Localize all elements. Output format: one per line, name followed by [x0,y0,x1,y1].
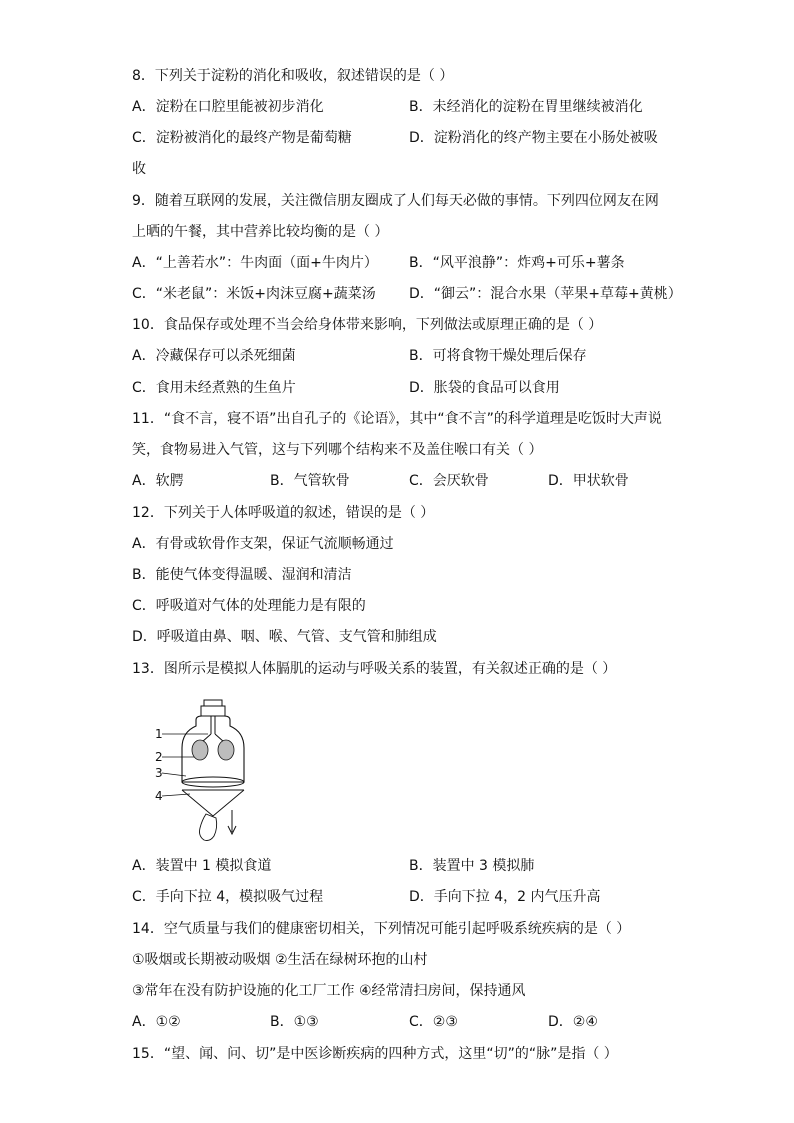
q9-option-d: D．“御云”：混合水果（苹果+草莓+黄桃） [409,286,682,302]
stopper-top [204,700,222,706]
q9-option-c: C．“米老鼠”：米饭+肉沫豆腐+蔬菜汤 [132,286,376,302]
q12-option-a: A．有骨或软骨作支架，保证气流顺畅通过 [132,536,394,552]
diaphragm-model-figure [150,698,250,846]
q12-option-c: C．呼吸道对气体的处理能力是有限的 [132,598,366,614]
label-1: 1 [155,727,163,741]
q8-option-b: B．未经消化的淀粉在胃里继续被消化 [409,99,643,115]
q9-stem-line1: 9．随着互联网的发展，关注微信朋友圈成了人们每天必做的事情。下列四位网友在网 [132,193,659,209]
q14-option-d: D．②④ [548,1014,598,1030]
q8-option-c: C．淀粉被消化的最终产物是葡萄糖 [132,130,352,146]
leader-line-4 [162,794,190,796]
q8-option-d-continued: 收 [132,161,146,177]
q13-option-a: A．装置中 1 模拟食道 [132,858,272,874]
q11-stem-line1: 11．“食不言，寝不语”出自孔子的《论语》，其中“食不言”的科学道理是吃饭时大声说 [132,411,662,427]
q11-option-b: B．气管软骨 [270,473,350,489]
q14-stem: 14．空气质量与我们的健康密切相关，下列情况可能引起呼吸系统疾病的是（ ） [132,921,631,937]
q9-stem-line2: 上晒的午餐，其中营养比较均衡的是（ ） [132,224,389,240]
q14-option-b: B．①③ [270,1014,319,1030]
q13-option-d: D．手向下拉 4，2 内气压升高 [409,889,601,905]
q11-option-c: C．会厌软骨 [409,473,489,489]
branch-tubes [202,734,224,742]
q10-option-b: B．可将食物干燥处理后保存 [409,348,587,364]
q13-option-c: C．手向下拉 4，模拟吸气过程 [132,889,324,905]
q14-items-line1: ①吸烟或长期被动吸烟 ②生活在绿树环抱的山村 [132,952,428,968]
rubber-membrane [182,790,244,816]
q13-stem: 13．图所示是模拟人体膈肌的运动与呼吸关系的装置，有关叙述正确的是（ ） [132,661,617,677]
q14-option-a: A．①② [132,1014,181,1030]
q11-option-a: A．软腭 [132,473,184,489]
q8-stem: 8．下列关于淀粉的消化和吸收，叙述错误的是（ ） [132,68,454,84]
q9-option-b: B．“风平浪静”：炸鸡+可乐+薯条 [409,255,625,271]
label-3: 3 [155,766,163,780]
q9-option-a: A．“上善若水”：牛肉面（面+牛肉片） [132,255,378,271]
label-2: 2 [155,750,163,764]
q11-option-d: D．甲状软骨 [548,473,629,489]
label-4: 4 [155,789,163,803]
q10-option-c: C．食用未经煮熟的生鱼片 [132,380,296,396]
q14-option-c: C．②③ [409,1014,458,1030]
balloon-left [192,740,208,760]
q11-stem-line2: 笑，食物易进入气管，这与下列哪个结构来不及盖住喉口有关（ ） [132,442,543,458]
q14-items-line2: ③常年在没有防护设施的化工厂工作 ④经常清扫房间，保持通风 [132,983,526,999]
q15-stem: 15．“望、闻、问、切”是中医诊断疾病的四种方式，这里“切”的“脉”是指（ ） [132,1046,618,1062]
bell-jar [182,716,244,782]
stopper [201,706,225,716]
q8-option-d: D．淀粉消化的终产物主要在小肠处被吸 [409,130,658,146]
q12-option-b: B．能使气体变得温暖、湿润和清洁 [132,567,352,583]
q8-option-a: A．淀粉在口腔里能被初步消化 [132,99,324,115]
q10-option-d: D．胀袋的食品可以食用 [409,380,560,396]
hand-icon [200,814,217,841]
q10-stem: 10．食品保存或处理不当会给身体带来影响，下列做法或原理正确的是（ ） [132,317,603,333]
q12-option-d: D．呼吸道由鼻、咽、喉、气管、支气管和肺组成 [132,629,437,645]
q10-option-a: A．冷藏保存可以杀死细菌 [132,348,296,364]
balloon-right [218,740,234,760]
q13-option-b: B．装置中 3 模拟肺 [409,858,535,874]
q12-stem: 12．下列关于人体呼吸道的叙述，错误的是（ ） [132,505,435,521]
